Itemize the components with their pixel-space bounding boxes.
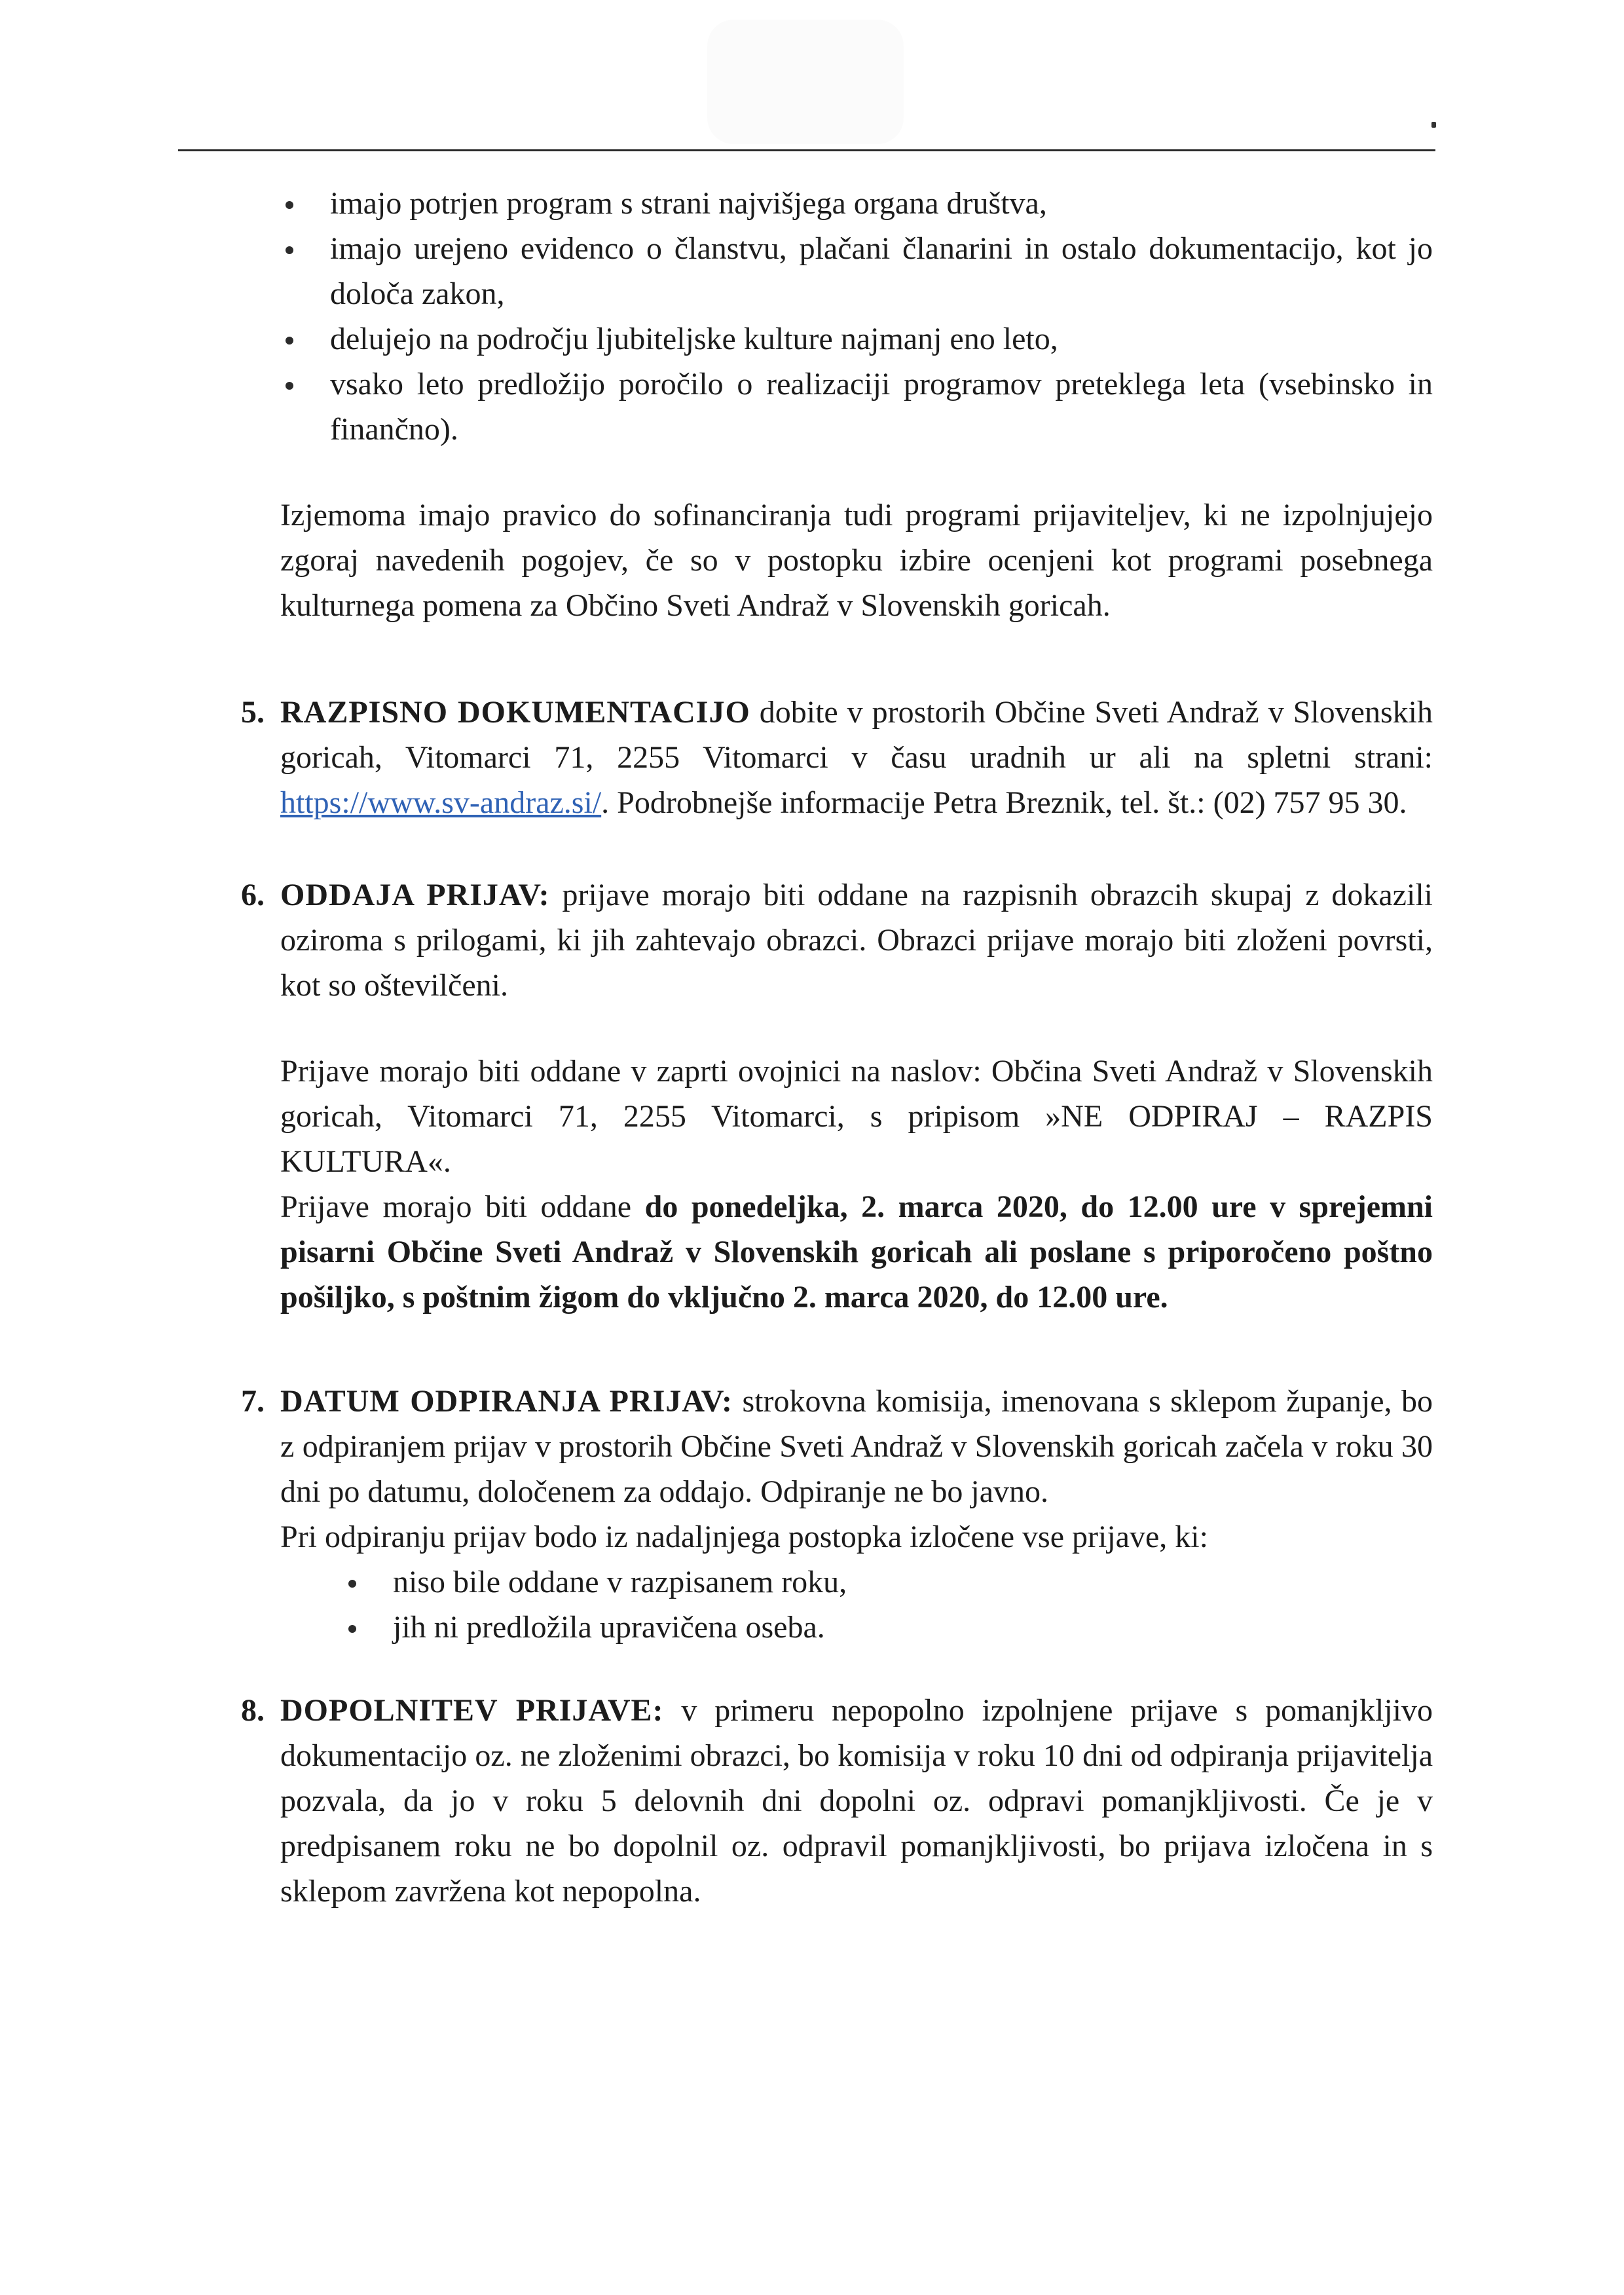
submission-deadline — [280, 1184, 1433, 1320]
page-mark — [1431, 122, 1436, 128]
list-item: imajo urejeno evidenco o članstvu, plačani članarini in ostalo dokumentacijo, kot jo določa zakon, — [330, 226, 1433, 316]
section-7-opening — [241, 1379, 1433, 1650]
section-8-text — [280, 1688, 1433, 1914]
website-link[interactable]: https://www.sv-andraz.si/ — [280, 785, 602, 820]
contact-info: . Podrobnejše informacije Petra Breznik, tel. št.: (02) 757 95 30. — [601, 785, 1407, 820]
list-item: delujejo na področju ljubiteljske kulture najmanj eno leto, — [330, 316, 1433, 362]
section-6-body: prijave morajo biti oddane na razpisnih obrazcih skupaj z dokazili oziroma s prilogami, ki jih zahtevajo obrazci. Obrazci prijave morajo biti zloženi povrsti, kot so oštevilčeni. — [280, 878, 1433, 1003]
section-5-tender-documentation — [241, 690, 1433, 825]
exception-paragraph: Izjemoma imajo pravico do sofinanciranja tudi programi prijaviteljev, ki ne izpolnjujejo zgoraj navedenih pogojev, če so v postopku izbire ocenjeni kot programi posebnega kulturnega pomena za Občino Sveti Andraž v Slovenskih goricah. — [280, 498, 1433, 623]
list-item: vsako leto predložijo poročilo o realizaciji programov preteklega leta (vsebinsko in finančno). — [330, 362, 1433, 452]
list-item: niso bile oddane v razpisanem roku, — [393, 1559, 1433, 1605]
section-5-text — [280, 690, 1433, 825]
section-8-supplement — [241, 1688, 1433, 1914]
exclusion-list — [280, 1559, 1433, 1650]
section-number: 8. — [241, 1693, 265, 1728]
submission-address: Prijave morajo biti oddane v zaprti ovojnici na naslov: Občina Sveti Andraž v Slovenskih goricah, Vitomarci 71, 2255 Vitomarci, s pripisom »NE ODPIRAJ – RAZPIS KULTURA«. — [280, 1054, 1433, 1179]
list-item: imajo potrjen program s strani najvišjega organa društva, — [330, 181, 1433, 226]
exclusion-intro: Pri odpiranju prijav bodo iz nadaljnjega postopka izločene vse prijave, ki: — [280, 1520, 1208, 1554]
deadline-lead: Prijave morajo biti oddane — [280, 1189, 632, 1224]
letterhead-crest-shadow — [707, 20, 904, 144]
section-heading: ODDAJA PRIJAV: — [280, 878, 550, 912]
section-5-body: dobite v prostorih Občine Sveti Andraž v Slovenskih goricah, Vitomarci 71, 2255 Vitomarci v času uradnih ur ali na spletni strani: — [280, 695, 1433, 775]
section-heading: DATUM ODPIRANJA PRIJAV: — [280, 1384, 733, 1419]
eligibility-conditions-list — [244, 181, 1433, 452]
section-heading: DOPOLNITEV PRIJAVE: — [280, 1693, 664, 1728]
list-item: jih ni predložila upravičena oseba. — [393, 1605, 1433, 1650]
document-body — [241, 181, 1433, 1914]
section-6-text — [280, 872, 1433, 1008]
section-number: 7. — [241, 1384, 265, 1419]
section-7-text — [280, 1379, 1433, 1514]
section-8-body: v primeru nepopolno izpolnjene prijave s pomanjkljivo dokumentacijo oz. ne zloženimi obrazci, bo komisija v roku 10 dni od odpiranja prijavitelja pozvala, da jo v roku 5 delovnih dni dopolni oz. odpravi pomanjkljivosti. Če je v predpisanem roku ne bo dopolnil oz. odpravil pomanjkljivosti, bo prijava izločena in s sklepom zavržena kot nepopolna. — [280, 1693, 1433, 1909]
section-number: 5. — [241, 695, 265, 730]
deadline-bold: do ponedeljka, 2. marca 2020, do 12.00 ure v sprejemni pisarni Občine Sveti Andraž v Slovenskih goricah ali poslane s priporočeno poštno pošiljko, s poštnim žigom do vključno 2. marca 2020, do 12.00 ure. — [280, 1189, 1433, 1315]
header-rule — [178, 149, 1435, 151]
section-6-submission — [241, 872, 1433, 1320]
section-number: 6. — [241, 878, 265, 912]
section-heading: RAZPISNO DOKUMENTACIJO — [280, 695, 750, 730]
section-7-body: strokovna komisija, imenovana s sklepom županje, bo z odpiranjem prijav v prostorih Občine Sveti Andraž v Slovenskih goricah začela v roku 30 dni po datumu, določenem za oddajo. Odpiranje ne bo javno. — [280, 1384, 1433, 1509]
